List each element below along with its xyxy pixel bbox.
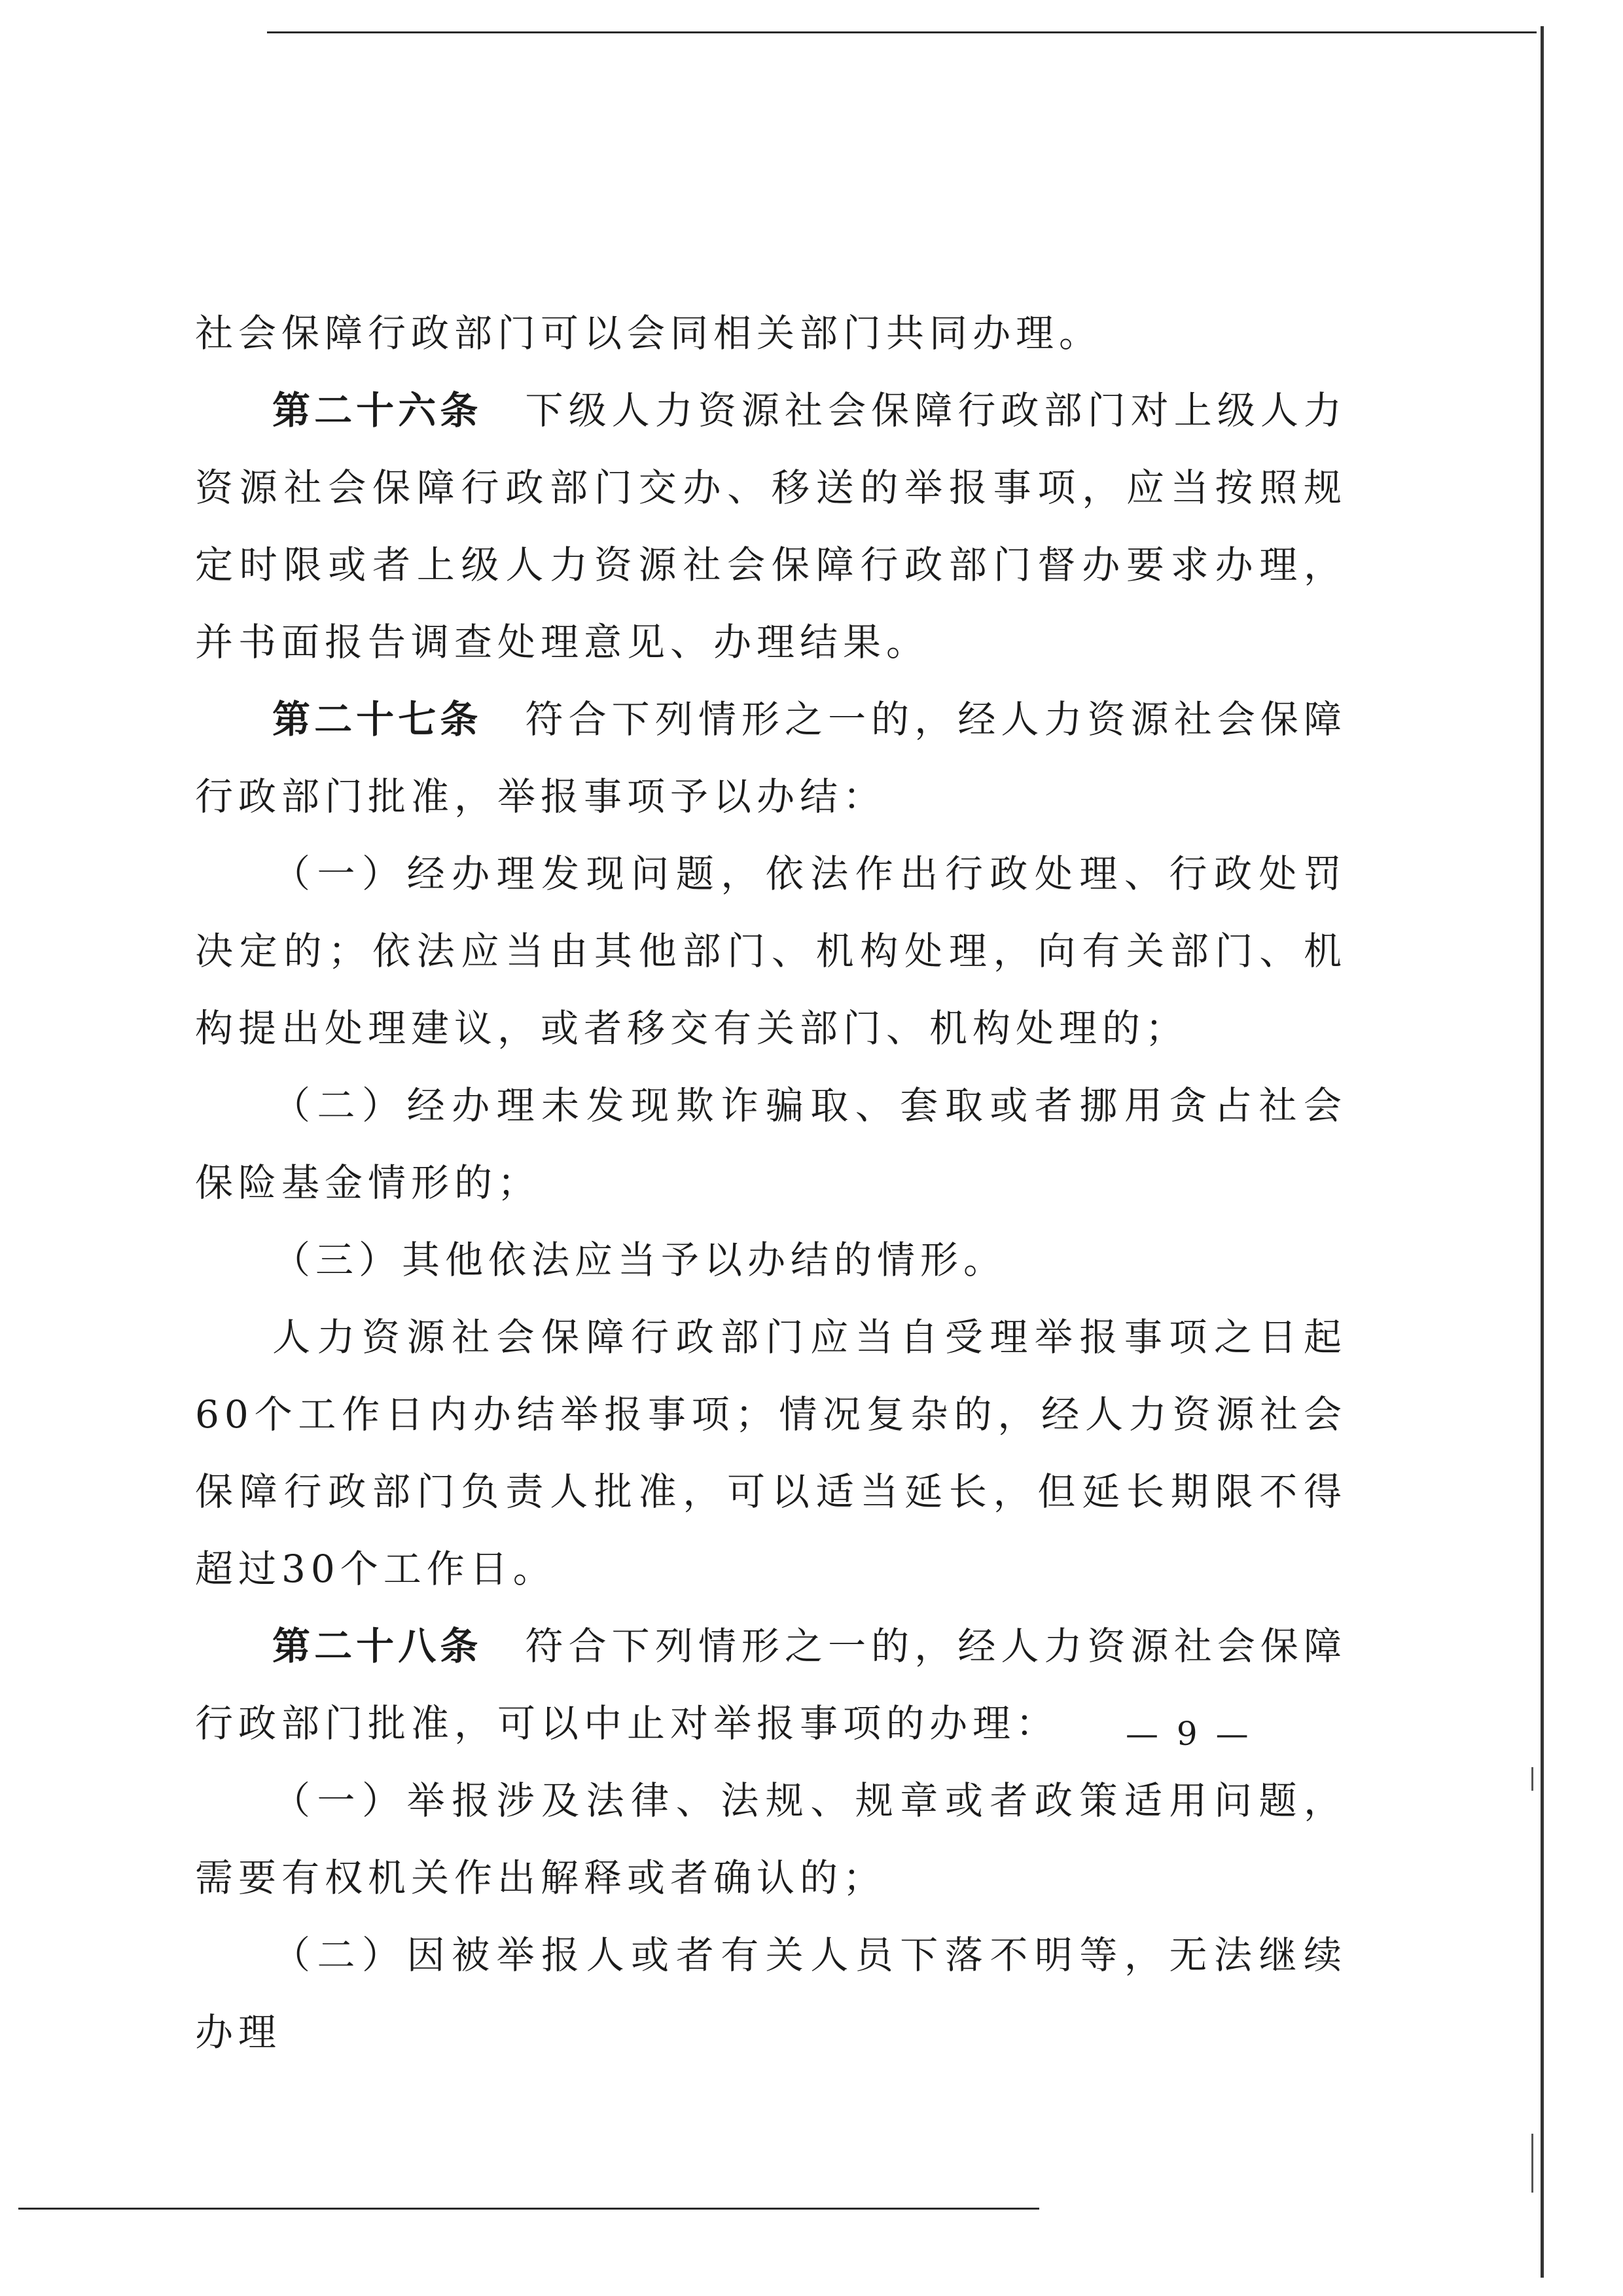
- scan-border-top: [267, 31, 1537, 33]
- paragraph: [195, 1299, 1347, 1607]
- paragraph-text: （一）举报涉及法律、法规、规章或者政策适用问题，需要有权机关作出解释或者确认的；: [195, 1778, 1347, 1900]
- paragraph-text: 符合下列情形之一的，经人力资源社会保障行政部门批准，可以中止对举报事项的办理：: [195, 1624, 1347, 1746]
- article-heading: 第二十八条: [272, 1624, 482, 1668]
- paragraph-text: （二）因被举报人或者有关人员下落不明等，无法继续办理: [195, 1933, 1347, 2054]
- paragraph-text: （一）经办理发现问题，依法作出行政处理、行政处罚决定的；依法应当由其他部门、机构处理，向有关部门、机构提出处理建议，或者移交有关部门、机构处理的；: [195, 852, 1347, 1050]
- paragraph-text: （二）经办理未发现欺诈骗取、套取或者挪用贪占社会保险基金情形的；: [195, 1083, 1347, 1205]
- paragraph: [195, 835, 1347, 1067]
- paragraph: [195, 681, 1347, 835]
- paragraph: [195, 1067, 1347, 1221]
- article-heading: 第二十六条: [272, 388, 482, 433]
- page-number: — 9 —: [1126, 1715, 1253, 1753]
- document-body: [195, 295, 1347, 2071]
- scan-mark: [1531, 1767, 1533, 1791]
- paragraph-text: 符合下列情形之一的，经人力资源社会保障行政部门批准，举报事项予以办结：: [195, 697, 1347, 819]
- paragraph: [195, 1762, 1347, 1916]
- paragraph-text: （三）其他依法应当予以办结的情形。: [272, 1238, 1007, 1282]
- paragraph-text: 人力资源社会保障行政部门应当自受理举报事项之日起60个工作日内办结举报事项；情况复杂的，经人力资源社会保障行政部门负责人批准，可以适当延长，但延长期限不得超过30个工作日。: [195, 1315, 1347, 1591]
- scan-border-right: [1541, 26, 1544, 2278]
- scan-border-bottom: [18, 2208, 1039, 2210]
- article-heading: 第二十七条: [272, 697, 482, 742]
- paragraph: [195, 295, 1347, 372]
- paragraph-text: 下级人力资源社会保障行政部门对上级人力资源社会保障行政部门交办、移送的举报事项，应当按照规定时限或者上级人力资源社会保障行政部门督办要求办理，并书面报告调查处理意见、办理结果。: [195, 388, 1347, 664]
- paragraph: [195, 372, 1347, 681]
- paragraph: [195, 1221, 1347, 1299]
- paragraph-text: 社会保障行政部门可以会同相关部门共同办理。: [195, 311, 1103, 355]
- paragraph: [195, 1916, 1347, 2071]
- scan-mark: [1531, 2134, 1533, 2193]
